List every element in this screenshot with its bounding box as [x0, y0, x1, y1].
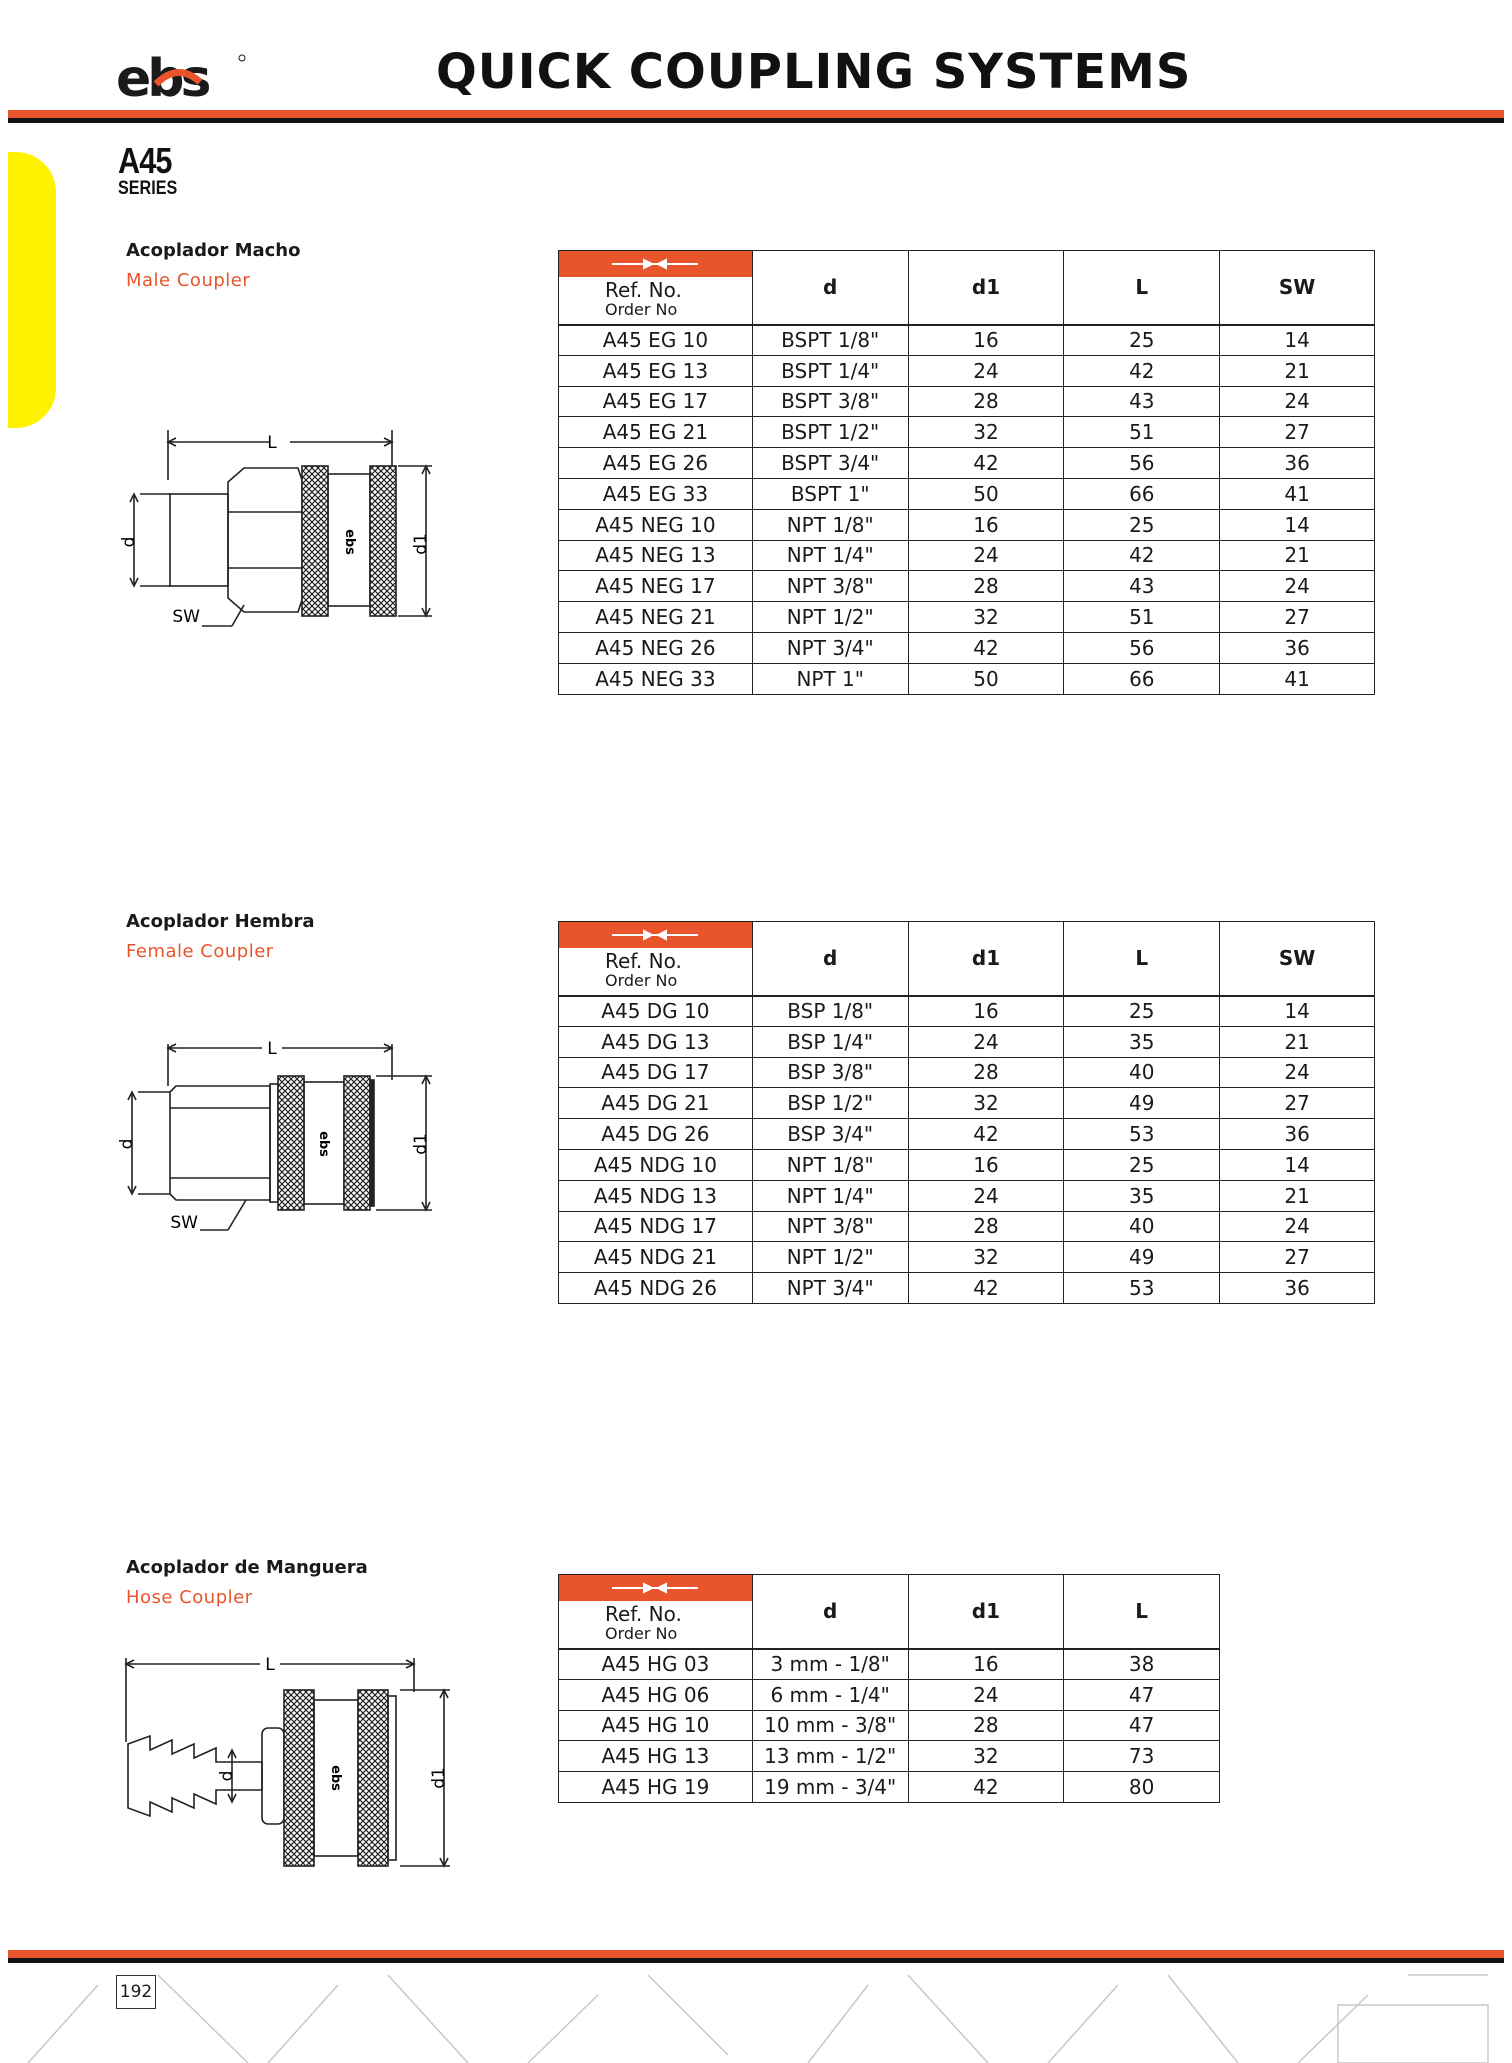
value-cell: 36	[1220, 448, 1375, 479]
ref-cell: A45 HG 06	[559, 1679, 753, 1710]
value-cell: 36	[1220, 632, 1375, 663]
value-cell: BSPT 1/2"	[752, 417, 908, 448]
ref-cell: A45 DG 13	[559, 1026, 753, 1057]
table-row	[559, 386, 1375, 417]
hose-title-en: Hose Coupler	[126, 1587, 253, 1608]
ref-cell: A45 DG 17	[559, 1057, 753, 1088]
ref-cell: A45 NEG 33	[559, 663, 753, 694]
table-row	[559, 509, 1375, 540]
ref-cell: A45 NEG 26	[559, 632, 753, 663]
male-header-ref-label: Ref. No.	[605, 278, 682, 302]
value-cell: 21	[1220, 1026, 1375, 1057]
value-cell: 27	[1220, 1242, 1375, 1273]
male-header-order-label: Order No	[605, 300, 678, 319]
series-label: SERIES	[118, 178, 178, 199]
value-cell: NPT 1/4"	[752, 1180, 908, 1211]
value-cell: 80	[1064, 1772, 1220, 1803]
value-cell: 51	[1064, 417, 1220, 448]
value-cell: 36	[1220, 1273, 1375, 1304]
value-cell: 10 mm - 3/8"	[752, 1710, 908, 1741]
ref-cell: A45 EG 26	[559, 448, 753, 479]
value-cell: BSPT 1/8"	[752, 325, 908, 356]
ref-cell: A45 DG 21	[559, 1088, 753, 1119]
value-cell: 24	[1220, 1211, 1375, 1242]
female-coupler-drawing	[117, 1034, 450, 1234]
ref-cell: A45 HG 13	[559, 1741, 753, 1772]
value-cell: 28	[908, 1710, 1064, 1741]
hose-dim-L: L	[265, 1655, 275, 1675]
ref-cell: A45 HG 03	[559, 1649, 753, 1680]
side-tab	[8, 152, 56, 428]
value-cell: 35	[1064, 1180, 1220, 1211]
value-cell: 43	[1064, 571, 1220, 602]
female-header-ref	[559, 922, 753, 996]
value-cell: 25	[1064, 509, 1220, 540]
value-cell: 24	[908, 1679, 1064, 1710]
value-cell: 36	[1220, 1119, 1375, 1150]
hose-dim-d1: d1	[429, 1767, 449, 1789]
ref-cell: A45 NDG 10	[559, 1149, 753, 1180]
value-cell: BSP 3/8"	[752, 1057, 908, 1088]
male-dim-SW: SW	[172, 607, 200, 627]
table-row	[559, 1149, 1375, 1180]
hose-header-ref-label: Ref. No.	[605, 1602, 682, 1626]
hose-dim-d: d	[217, 1770, 237, 1782]
coupling-arrow-icon	[559, 251, 752, 277]
ref-cell: A45 NDG 17	[559, 1211, 753, 1242]
page-title: QUICK COUPLING SYSTEMS	[436, 44, 1192, 100]
value-cell: 49	[1064, 1242, 1220, 1273]
value-cell: NPT 1/4"	[752, 540, 908, 571]
value-cell: 35	[1064, 1026, 1220, 1057]
female-dim-d: d	[117, 1138, 137, 1150]
value-cell: BSP 1/4"	[752, 1026, 908, 1057]
male-title-en: Male Coupler	[126, 270, 251, 291]
value-cell: 66	[1064, 478, 1220, 509]
value-cell: 32	[908, 1088, 1064, 1119]
value-cell: 40	[1064, 1211, 1220, 1242]
value-cell: NPT 3/8"	[752, 1211, 908, 1242]
ref-cell: A45 NDG 21	[559, 1242, 753, 1273]
value-cell: NPT 3/4"	[752, 1273, 908, 1304]
value-cell: 13 mm - 1/2"	[752, 1741, 908, 1772]
value-cell: 41	[1220, 663, 1375, 694]
value-cell: 24	[1220, 1057, 1375, 1088]
value-cell: 28	[908, 1057, 1064, 1088]
value-cell: 53	[1064, 1119, 1220, 1150]
table-row	[559, 1057, 1375, 1088]
footer-orange-rule	[8, 1950, 1504, 1958]
value-cell: 21	[1220, 1180, 1375, 1211]
female-header-SW: SW	[1220, 922, 1375, 996]
value-cell: 16	[908, 996, 1064, 1027]
hose-header-order-label: Order No	[605, 1624, 678, 1643]
header-orange-rule	[8, 110, 1504, 118]
value-cell: 28	[908, 386, 1064, 417]
value-cell: BSPT 3/8"	[752, 386, 908, 417]
table-row	[559, 1649, 1220, 1680]
table-row	[559, 417, 1375, 448]
female-title-en: Female Coupler	[126, 941, 274, 962]
value-cell: 16	[908, 509, 1064, 540]
table-row	[559, 1273, 1375, 1304]
value-cell: 66	[1064, 663, 1220, 694]
ref-cell: A45 EG 13	[559, 355, 753, 386]
footer-black-rule	[8, 1958, 1504, 1963]
value-cell: 42	[908, 632, 1064, 663]
male-dim-d1: d1	[411, 533, 431, 555]
table-row	[559, 540, 1375, 571]
value-cell: 3 mm - 1/8"	[752, 1649, 908, 1680]
table-row	[559, 571, 1375, 602]
value-cell: 28	[908, 571, 1064, 602]
table-row	[559, 1741, 1220, 1772]
value-cell: 49	[1064, 1088, 1220, 1119]
table-row	[559, 355, 1375, 386]
female-title-es: Acoplador Hembra	[126, 911, 315, 932]
value-cell: 42	[1064, 540, 1220, 571]
table-row	[559, 1119, 1375, 1150]
female-header-L: L	[1064, 922, 1220, 996]
value-cell: 25	[1064, 996, 1220, 1027]
value-cell: 6 mm - 1/4"	[752, 1679, 908, 1710]
value-cell: BSP 3/4"	[752, 1119, 908, 1150]
table-row	[559, 1026, 1375, 1057]
value-cell: 56	[1064, 448, 1220, 479]
series-code: A45	[118, 140, 172, 181]
hose-header-d: d	[752, 1575, 908, 1649]
ref-cell: A45 EG 10	[559, 325, 753, 356]
value-cell: 41	[1220, 478, 1375, 509]
value-cell: BSPT 1/4"	[752, 355, 908, 386]
female-header-d: d	[752, 922, 908, 996]
value-cell: NPT 3/4"	[752, 632, 908, 663]
table-row	[559, 996, 1375, 1027]
ref-cell: A45 DG 10	[559, 996, 753, 1027]
value-cell: 43	[1064, 386, 1220, 417]
female-header-d1: d1	[908, 922, 1064, 996]
male-title-es: Acoplador Macho	[126, 240, 301, 261]
table-row	[559, 602, 1375, 633]
table-row	[559, 448, 1375, 479]
value-cell: 27	[1220, 417, 1375, 448]
female-header-ref-label: Ref. No.	[605, 949, 682, 973]
value-cell: 21	[1220, 355, 1375, 386]
value-cell: 14	[1220, 509, 1375, 540]
value-cell: 24	[908, 540, 1064, 571]
female-dim-L: L	[267, 1039, 277, 1059]
ebs-logo	[116, 49, 246, 109]
value-cell: 25	[1064, 325, 1220, 356]
footer-technical-background	[8, 1965, 1504, 2063]
value-cell: 24	[1220, 571, 1375, 602]
header-black-rule	[8, 118, 1504, 123]
male-header-ref	[559, 251, 753, 325]
value-cell: 27	[1220, 602, 1375, 633]
value-cell: 40	[1064, 1057, 1220, 1088]
hose-header-L: L	[1064, 1575, 1220, 1649]
value-cell: 32	[908, 602, 1064, 633]
hose-header-ref	[559, 1575, 753, 1649]
hose-header-d1: d1	[908, 1575, 1064, 1649]
value-cell: 16	[908, 325, 1064, 356]
table-row	[559, 1180, 1375, 1211]
value-cell: 47	[1064, 1679, 1220, 1710]
value-cell: NPT 1/8"	[752, 509, 908, 540]
male-coupler-drawing	[120, 420, 450, 640]
value-cell: 50	[908, 663, 1064, 694]
value-cell: 14	[1220, 1149, 1375, 1180]
ref-cell: A45 NEG 17	[559, 571, 753, 602]
value-cell: 28	[908, 1211, 1064, 1242]
female-header-order-label: Order No	[605, 971, 678, 990]
table-row	[559, 1679, 1220, 1710]
value-cell: 47	[1064, 1710, 1220, 1741]
value-cell: 42	[908, 448, 1064, 479]
value-cell: 14	[1220, 325, 1375, 356]
value-cell: NPT 1/2"	[752, 602, 908, 633]
table-row	[559, 1772, 1220, 1803]
ref-cell: A45 NDG 13	[559, 1180, 753, 1211]
ref-cell: A45 EG 33	[559, 478, 753, 509]
value-cell: 16	[908, 1149, 1064, 1180]
value-cell: 27	[1220, 1088, 1375, 1119]
value-cell: NPT 3/8"	[752, 571, 908, 602]
hose-coupler-drawing	[120, 1650, 460, 1850]
female-dim-d1: d1	[411, 1133, 431, 1155]
svg-text:ebs: ebs	[116, 49, 208, 109]
table-row	[559, 1211, 1375, 1242]
value-cell: BSPT 1"	[752, 478, 908, 509]
value-cell: 24	[908, 1026, 1064, 1057]
value-cell: 32	[908, 417, 1064, 448]
ref-cell: A45 NEG 21	[559, 602, 753, 633]
male-header-d: d	[752, 251, 908, 325]
male-dim-L: L	[267, 433, 277, 453]
ref-cell: A45 NEG 10	[559, 509, 753, 540]
value-cell: 24	[908, 355, 1064, 386]
value-cell: BSPT 3/4"	[752, 448, 908, 479]
hose-coupler-table	[558, 1574, 1220, 1803]
value-cell: 50	[908, 478, 1064, 509]
table-row	[559, 325, 1375, 356]
value-cell: NPT 1"	[752, 663, 908, 694]
value-cell: NPT 1/8"	[752, 1149, 908, 1180]
value-cell: 42	[1064, 355, 1220, 386]
table-row	[559, 1710, 1220, 1741]
male-header-SW: SW	[1220, 251, 1375, 325]
male-coupler-table	[558, 250, 1375, 695]
ref-cell: A45 NDG 26	[559, 1273, 753, 1304]
value-cell: 56	[1064, 632, 1220, 663]
value-cell: 38	[1064, 1649, 1220, 1680]
value-cell: 24	[1220, 386, 1375, 417]
value-cell: 42	[908, 1772, 1064, 1803]
male-header-d1: d1	[908, 251, 1064, 325]
value-cell: 24	[908, 1180, 1064, 1211]
ref-cell: A45 HG 10	[559, 1710, 753, 1741]
value-cell: 32	[908, 1242, 1064, 1273]
value-cell: 25	[1064, 1149, 1220, 1180]
value-cell: BSP 1/2"	[752, 1088, 908, 1119]
value-cell: 42	[908, 1119, 1064, 1150]
ref-cell: A45 NEG 13	[559, 540, 753, 571]
ref-cell: A45 HG 19	[559, 1772, 753, 1803]
value-cell: 16	[908, 1649, 1064, 1680]
coupling-arrow-icon	[559, 922, 752, 948]
male-dim-d: d	[119, 536, 139, 548]
svg-text:ebs: ebs	[316, 1131, 331, 1157]
svg-text:ebs: ebs	[342, 529, 357, 555]
ref-cell: A45 EG 17	[559, 386, 753, 417]
table-row	[559, 1242, 1375, 1273]
table-row	[559, 1088, 1375, 1119]
page-number: 192	[116, 1975, 156, 2009]
value-cell: 51	[1064, 602, 1220, 633]
female-coupler-table	[558, 921, 1375, 1304]
female-dim-SW: SW	[170, 1213, 198, 1233]
svg-text:ebs: ebs	[328, 1765, 343, 1791]
value-cell: 14	[1220, 996, 1375, 1027]
value-cell: 21	[1220, 540, 1375, 571]
coupling-arrow-icon	[559, 1575, 752, 1601]
male-header-L: L	[1064, 251, 1220, 325]
table-row	[559, 663, 1375, 694]
ref-cell: A45 EG 21	[559, 417, 753, 448]
table-row	[559, 478, 1375, 509]
value-cell: 53	[1064, 1273, 1220, 1304]
value-cell: 32	[908, 1741, 1064, 1772]
hose-title-es: Acoplador de Manguera	[126, 1557, 368, 1578]
value-cell: 19 mm - 3/4"	[752, 1772, 908, 1803]
value-cell: 42	[908, 1273, 1064, 1304]
table-row	[559, 632, 1375, 663]
value-cell: BSP 1/8"	[752, 996, 908, 1027]
value-cell: 73	[1064, 1741, 1220, 1772]
ref-cell: A45 DG 26	[559, 1119, 753, 1150]
value-cell: NPT 1/2"	[752, 1242, 908, 1273]
